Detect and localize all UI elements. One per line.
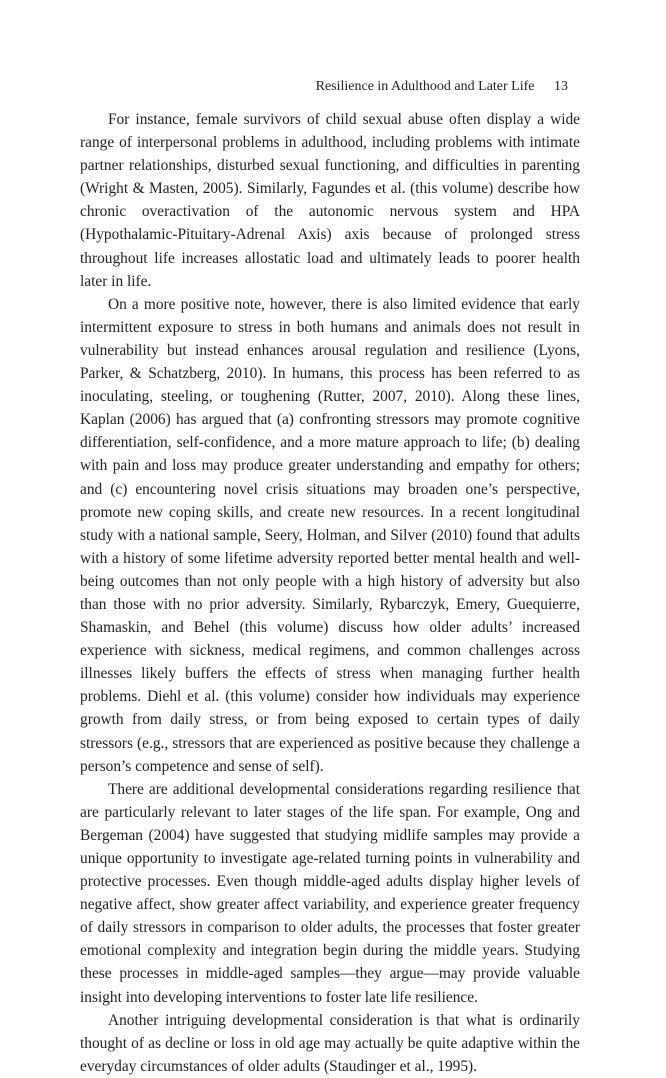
running-head <box>316 78 568 96</box>
paragraph: There are additional developmental considerations regarding resilience that are particularly relevant to later stages of the life span. For example, Ong and Bergeman (2004) have suggested that studying midlife samples may provide a unique opportunity to investigate age-related turning points in vulnerability and protective processes. Even though middle-aged adults display higher levels of negative affect, show greater affect variability, and experience greater frequency of daily stressors in comparison to older adults, the processes that foster greater emotional complexity and integration begin during the middle years. Studying these processes in middle-aged samples—they argue—may provide valuable insight into developing interventions to foster late life resilience. <box>80 780 580 1006</box>
page-number: 13 <box>554 79 568 94</box>
paragraph: On a more positive note, however, there is also limited evidence that early intermittent exposure to stress in both humans and animals does not result in vulnerability but instead enhances arousal regulation and resilience (Lyons, Parker, & Schatzberg, 2010). In humans, this process has been referred to as inoculating, steeling, or toughening (Rutter, 2007, 2010). Along these lines, Kaplan (2006) has argued that (a) confronting stressors may promote cognitive differentiation, self-confidence, and a more mature approach to life; (b) dealing with pain and loss may produce greater understanding and empathy for others; and (c) encountering novel crisis situations may broaden one’s perspective, promote new coping skills, and create new resources. In a recent longitudinal study with a national sample, Seery, Holman, and Silver (2010) found that adults with a history of some lifetime adversity reported better mental health and well-being outcomes than not only people with a high history of adversity but also than those with no prior adversity. Similarly, Rybarczyk, Emery, Guequierre, Shamaskin, and Behel (this volume) discuss how older adults’ increased experience with sickness, medical regimens, and common challenges across illnesses likely buffers the effects of stress when managing further health problems. Diehl et al. (this volume) consider how individuals may experience growth from daily stress, or from being exposed to certain types of daily stressors (e.g., stressors that are experienced as positive because they challenge a person’s competence and sense of self). <box>80 295 580 775</box>
paragraph: For instance, female survivors of child sexual abuse often display a wide range of interpersonal problems in adulthood, including problems with intimate partner relationships, disturbed sexual functioning, and difficulties in parenting (Wright & Masten, 2005). Similarly, Fagundes et al. (this volume) describe how chronic overactivation of the autonomic nervous system and HPA (Hypothalamic-Pituitary-Adrenal Axis) axis because of prolonged stress throughout life increases allostatic load and ultimately leads to poorer health later in life. <box>80 111 580 290</box>
body-text <box>80 108 580 1078</box>
paragraph: Another intriguing developmental consideration is that what is ordinarily thought of as decline or loss in old age may actually be quite adaptive within the everyday circumstances of older adults (Staudinger et al., 1995). <box>80 1011 580 1075</box>
running-head-title: Resilience in Adulthood and Later Life <box>315 79 535 94</box>
